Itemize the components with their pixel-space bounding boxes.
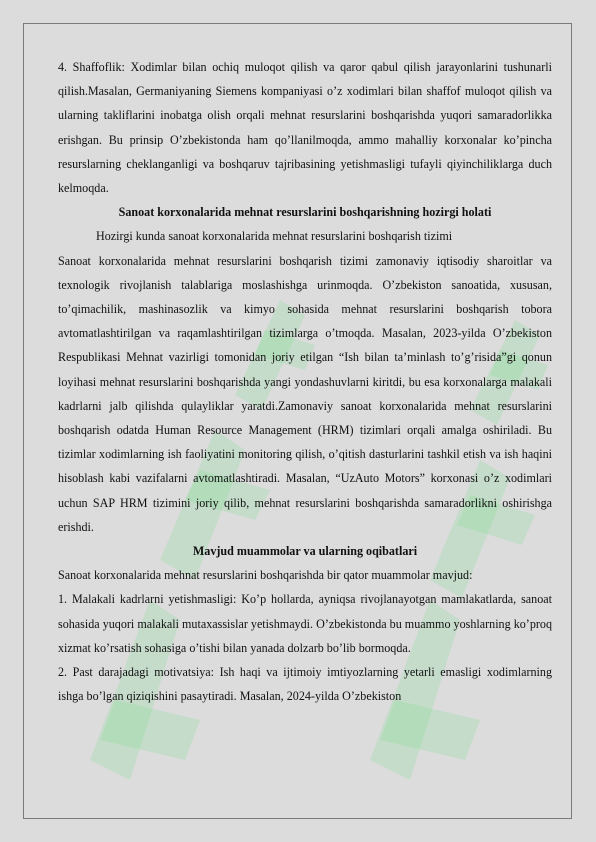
paragraph-problem-2: 2. Past darajadagi motivatsiya: Ish haqi va ijtimoiy imtiyozlarning yetarli emasligi xodimlarning ishga bo’lgan qiziqishini pasaytiradi. Masalan, 2024-yilda O’zbekiston bbox=[58, 665, 552, 704]
heading-problems: Mavjud muammolar va ularning oqibatlari bbox=[192, 544, 418, 559]
heading-current-state: Sanoat korxonalarida mehnat resurslarini boshqarishning hozirgi holati bbox=[118, 205, 492, 220]
paragraph-problem-1: 1. Malakali kadrlarni yetishmasligi: Ko’p hollarda, ayniqsa rivojlanayotgan mamlakatlarda, sanoat sohasida yuqori malakali mutaxassislar yetishmaydi. O’zbekistonda bu muammo yoshlarning ko’proq xizmat ko’rsatish sohasiga o’tishi bilan yanada dolzarb bo’lib bormoqda. bbox=[58, 592, 552, 655]
paragraph-current-state-intro: Hozirgi kunda sanoat korxonalarida mehnat resurslarini boshqarish tizimi bbox=[96, 229, 453, 244]
paragraph-transparency: 4. Shaffoflik: Xodimlar bilan ochiq muloqot qilish va qaror qabul qilish jarayonlarini tushunarli qilish.Masalan, Germaniyaning Siemens kompaniyasi o’z xodimlari bilan shaffof muloqot qilish va ularning takliflarini inobatga olish orqali mehnat resurslarini boshqarishda yuqori samaradorlikka erishgan. Bu prinsip O’zbekistonda ham qo’llanilmoqda, ammo mahalliy korxonalar ko’pincha resurslarning cheklanganligi va boshqaruv tajribasining yetishmasligi tufayli qiyinchiliklarga duch kelmoqda. bbox=[58, 60, 552, 196]
paragraph-current-state: Sanoat korxonalarida mehnat resurslarini boshqarish tizimi zamonaviy iqtisodiy sharoitlar va texnologik rivojlanish talablariga moslashishga urinmoqda. O’zbekiston sanoatida, xususan, to’qimachilik, mashinasozlik va kimyo sohasida mehnat resurslarini boshqarish tobora avtomatlashtirilgan va raqamlashtirilgan tizimlarga o’tmoqda. Masalan, 2023-yilda O’zbekiston Respublikasi Mehnat vazirligi tomonidan joriy etilgan “Ish bilan ta’minlash to’g’risida”gi qonun loyihasi mehnat resurslarini boshqarishda yangi yondashuvlarni kiritdi, bu esa korxonalarga malakali kadrlarni jalb qilishda qulayliklar yaratdi.Zamonaviy sanoat korxonalarida mehnat resurslarini boshqarish odatda Human Resource Management (HRM) tizimlari orqali amalga oshiriladi. Bu tizimlar xodimlarning ish faoliyatini monitoring qilish, o’qitish dasturlarini tashkil etish va ish haqini hisoblash kabi vazifalarni avtomatlashtiradi. Masalan, “UzAuto Motors” korxonasi o’z xodimlari uchun SAP HRM tizimini joriy qilib, mehnat resurslarini boshqarishda samaradorlikni oshirishga erishdi. bbox=[58, 253, 552, 534]
paragraph-problems-intro: Sanoat korxonalarida mehnat resurslarini boshqarishda bir qator muammolar mavjud: bbox=[58, 568, 473, 583]
document-body bbox=[58, 55, 552, 708]
